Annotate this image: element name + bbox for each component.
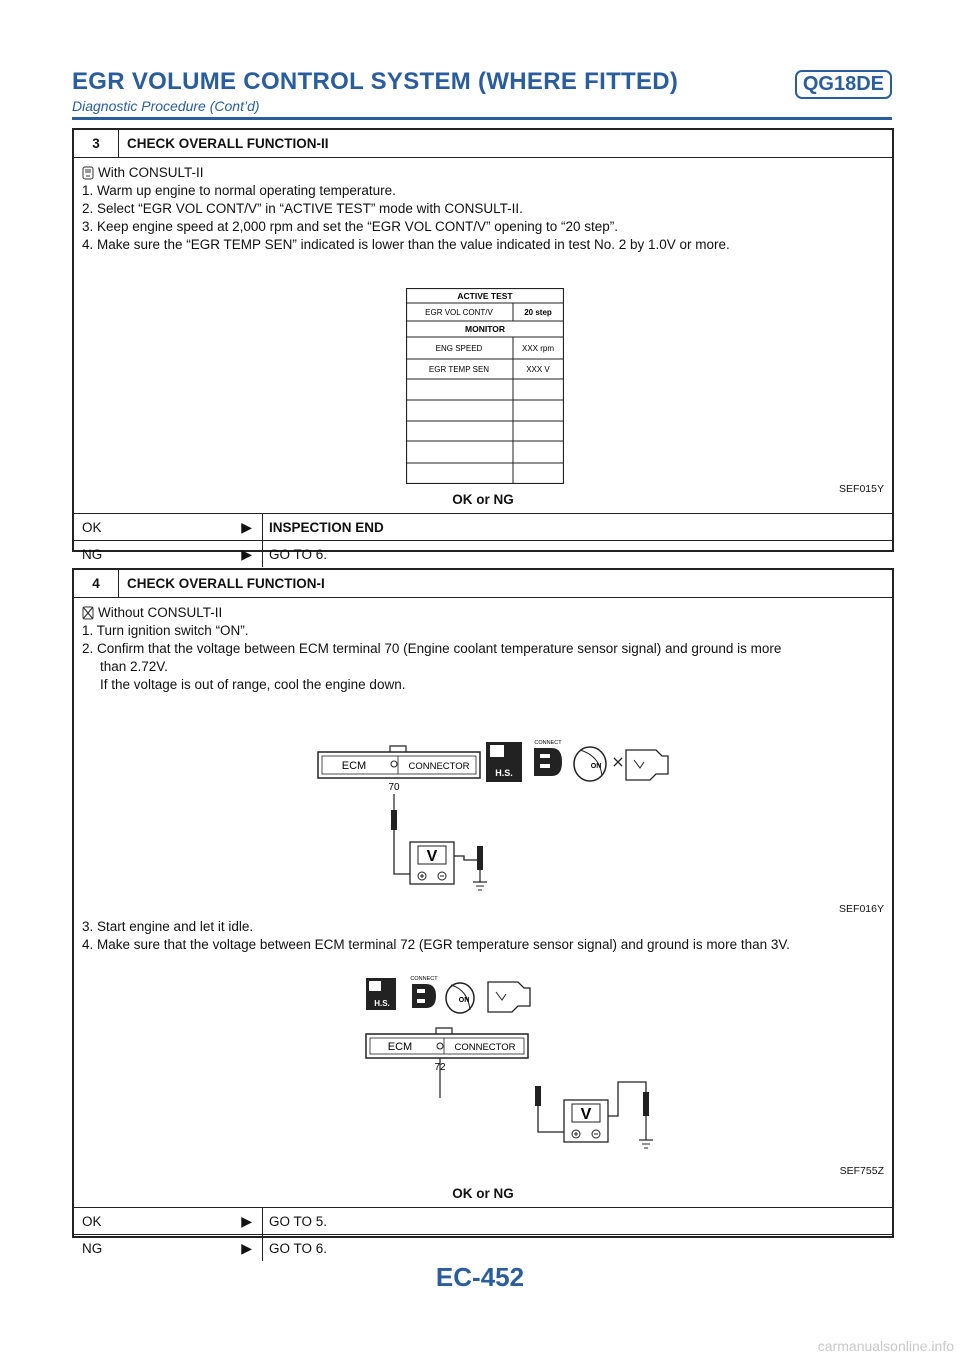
terminal-number: 70 bbox=[388, 782, 400, 793]
mode-label: With CONSULT-II bbox=[98, 165, 204, 180]
screen-eng-speed-label: ENG SPEED bbox=[435, 344, 483, 353]
page-number: EC-452 bbox=[435, 1262, 525, 1292]
page-subtitle: Diagnostic Procedure (Cont’d) bbox=[72, 98, 260, 114]
voltmeter-label: V bbox=[426, 848, 438, 865]
on-text: ON bbox=[590, 763, 602, 770]
connector-label: CONNECTOR bbox=[408, 761, 470, 772]
instruction-line: 4. Make sure the “EGR TEMP SEN” indicated is lower than the value indicated in test No. 2 by 1.0V or more. bbox=[82, 237, 730, 252]
mode-label: Without CONSULT-II bbox=[98, 605, 223, 620]
screen-egr-temp-value: XXX V bbox=[526, 365, 550, 374]
header-divider bbox=[72, 117, 892, 120]
instruction-line: than 2.72V. bbox=[100, 659, 168, 674]
step-3-body bbox=[74, 158, 892, 495]
mode-line bbox=[82, 604, 884, 622]
result-row-ok bbox=[74, 513, 892, 540]
instruction-line: 3. Start engine and let it idle. bbox=[82, 919, 254, 934]
figure-id: SEF755Z bbox=[839, 1165, 884, 1177]
instruction-line: 4. Make sure that the voltage between ECM terminal 72 (EGR temperature sensor signal) and ground is more than 3V. bbox=[82, 937, 790, 952]
ecm-terminal-70-diagram bbox=[314, 736, 694, 896]
result-action: GO TO 6. bbox=[262, 1235, 892, 1261]
step-3-box bbox=[72, 128, 894, 562]
arrow-right-icon: ▶ bbox=[241, 1239, 252, 1256]
result-row-ng bbox=[74, 1234, 892, 1261]
result-row-ng bbox=[74, 540, 892, 567]
probe-lead bbox=[436, 1058, 446, 1098]
screen-egr-temp-label: EGR TEMP SEN bbox=[428, 365, 490, 374]
step-title: CHECK OVERALL FUNCTION-I bbox=[127, 576, 325, 591]
result-action: GO TO 5. bbox=[262, 1208, 892, 1234]
voltmeter-probe-diagram bbox=[520, 1076, 660, 1158]
hs-text: H.S. bbox=[495, 768, 513, 778]
screen-header-text: ACTIVE TEST bbox=[457, 291, 513, 301]
engine-code-badge: QG18DE bbox=[795, 70, 892, 99]
watermark: carmanualsonline.info bbox=[817, 1338, 954, 1354]
result-label: NG bbox=[82, 546, 103, 562]
arrow-right-icon: ▶ bbox=[241, 518, 252, 535]
step-4-box bbox=[72, 568, 894, 1256]
instruction-line: 3. Keep engine speed at 2,000 rpm and set the “EGR VOL CONT/V” opening to “20 step”. bbox=[82, 219, 619, 234]
result-row-ok bbox=[74, 1207, 892, 1234]
ecm-label: ECM bbox=[341, 760, 367, 772]
result-label: OK bbox=[82, 519, 102, 535]
connect-text: CONNECT bbox=[410, 976, 438, 982]
figure-id: SEF015Y bbox=[839, 483, 884, 495]
connect-text: CONNECT bbox=[534, 740, 562, 746]
screen-monitor-text: MONITOR bbox=[465, 324, 505, 334]
step-4-header bbox=[74, 570, 892, 598]
figure-id: SEF016Y bbox=[839, 903, 884, 915]
step-number: 3 bbox=[74, 130, 119, 157]
step-title: CHECK OVERALL FUNCTION-II bbox=[127, 136, 329, 151]
step-3-header bbox=[74, 130, 892, 158]
instruction-line: 1. Warm up engine to normal operating temperature. bbox=[82, 183, 396, 198]
arrow-right-icon: ▶ bbox=[241, 545, 252, 562]
ecm-label: ECM bbox=[387, 1041, 413, 1053]
engine-icon bbox=[626, 750, 668, 780]
connector-plug-icon bbox=[412, 984, 436, 1008]
screen-eng-speed-value: XXX rpm bbox=[521, 344, 555, 353]
mode-line bbox=[82, 164, 884, 182]
page-header bbox=[72, 68, 892, 114]
result-label: OK bbox=[82, 1213, 102, 1229]
engine-icon bbox=[488, 982, 530, 1012]
screen-egr-value: 20 step bbox=[524, 308, 552, 317]
voltmeter-label: V bbox=[580, 1106, 592, 1123]
hs-text: H.S. bbox=[374, 999, 390, 1008]
consult-active-test-screen bbox=[406, 288, 564, 484]
instruction-line: 1. Turn ignition switch “ON”. bbox=[82, 623, 249, 638]
instruction-line: 2. Select “EGR VOL CONT/V” in “ACTIVE TEST” mode with CONSULT-II. bbox=[82, 201, 523, 216]
result-label: NG bbox=[82, 1240, 103, 1256]
instruction-line: If the voltage is out of range, cool the engine down. bbox=[100, 677, 406, 692]
ok-or-ng-title: OK or NG bbox=[452, 1186, 514, 1201]
no-consult-icon bbox=[82, 606, 94, 620]
connector-plug-icon bbox=[534, 748, 562, 776]
step-number: 4 bbox=[74, 570, 119, 597]
result-action: GO TO 6. bbox=[262, 541, 892, 567]
connector-label: CONNECTOR bbox=[454, 1042, 516, 1053]
step-4-body bbox=[74, 598, 892, 1177]
consult-device-icon bbox=[82, 166, 94, 180]
instruction-line: 2. Confirm that the voltage between ECM terminal 70 (Engine coolant temperature sensor signal) and ground is more bbox=[82, 641, 782, 656]
ok-or-ng-title: OK or NG bbox=[452, 492, 514, 507]
screen-egr-label: EGR VOL CONT/V bbox=[425, 308, 493, 317]
page-title: EGR VOLUME CONTROL SYSTEM (WHERE FITTED) bbox=[72, 68, 679, 95]
arrow-right-icon: ▶ bbox=[241, 1212, 252, 1229]
instruction-block bbox=[82, 918, 790, 954]
result-action: INSPECTION END bbox=[262, 514, 892, 540]
on-text: ON bbox=[458, 997, 470, 1004]
terminal-number: 72 bbox=[434, 1062, 446, 1073]
